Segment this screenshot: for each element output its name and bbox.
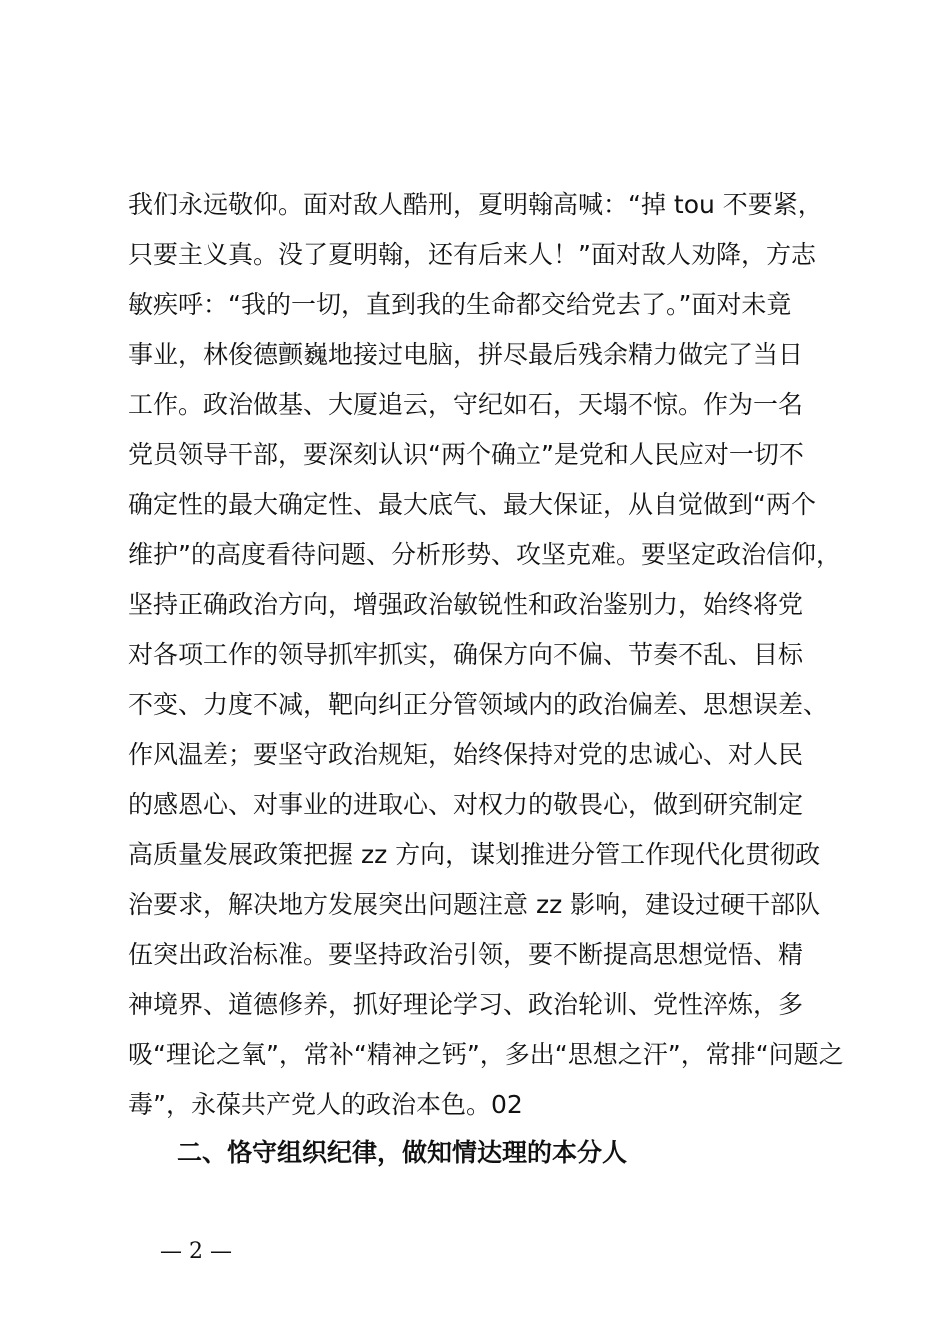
paragraph-line: 事业，林俊德颤巍地接过电脑，拼尽最后残余精力做完了当日 — [128, 340, 804, 369]
paragraph-line: 坚持正确政治方向，增强政治敏锐性和政治鉴别力，始终将党 — [128, 590, 804, 619]
paragraph-line: 只要主义真。没了夏明翰，还有后来人！”面对敌人劝降，方志 — [128, 240, 816, 269]
paragraph-line: 确定性的最大确定性、最大底气、最大保证，从自觉做到“两个 — [128, 490, 816, 519]
paragraph-line: 工作。政治做基、大厦追云，守纪如石，天塌不惊。作为一名 — [128, 390, 804, 419]
paragraph-line: 吸“理论之氧”，常补“精神之钙”，多出“思想之汗”，常排“问题之 — [128, 1040, 844, 1069]
paragraph-line: 伍突出政治标准。要坚持政治引领，要不断提高思想觉悟、精 — [128, 940, 804, 969]
paragraph-line: 我们永远敬仰。面对敌人酷刑，夏明翰高喊：“掉 tou 不要紧， — [128, 190, 823, 219]
section-heading: 二、恪守组织纪律，做知情达理的本分人 — [177, 1138, 628, 1167]
body-paragraph — [128, 180, 858, 1130]
paragraph-line: 作风温差；要坚守政治规矩，始终保持对党的忠诚心、对人民 — [128, 740, 804, 769]
paragraph-line: 对各项工作的领导抓牢抓实，确保方向不偏、节奏不乱、目标 — [128, 640, 804, 669]
paragraph-line: 党员领导干部，要深刻认识“两个确立”是党和人民应对一切不 — [128, 440, 804, 469]
paragraph-line: 敏疾呼：“我的一切，直到我的生命都交给党去了。”面对未竟 — [128, 290, 792, 319]
paragraph-line: 神境界、道德修养，抓好理论学习、政治轮训、党性淬炼，多 — [128, 990, 804, 1019]
paragraph-line: 高质量发展政策把握 zz 方向，谋划推进分管工作现代化贯彻政 — [128, 840, 821, 869]
paragraph-line: 治要求，解决地方发展突出问题注意 zz 影响，建设过硬干部队 — [128, 890, 821, 919]
paragraph-line: 不变、力度不减，靶向纠正分管领域内的政治偏差、思想误差、 — [128, 690, 829, 719]
paragraph-line: 的感恩心、对事业的进取心、对权力的敬畏心，做到研究制定 — [128, 790, 804, 819]
paragraph-line: 毒”，永葆共产党人的政治本色。02 — [128, 1090, 523, 1119]
page-number: — 2 — — [160, 1239, 232, 1264]
paragraph-line: 维护”的高度看待问题、分析形势、攻坚克难。要坚定政治信仰， — [128, 540, 841, 569]
